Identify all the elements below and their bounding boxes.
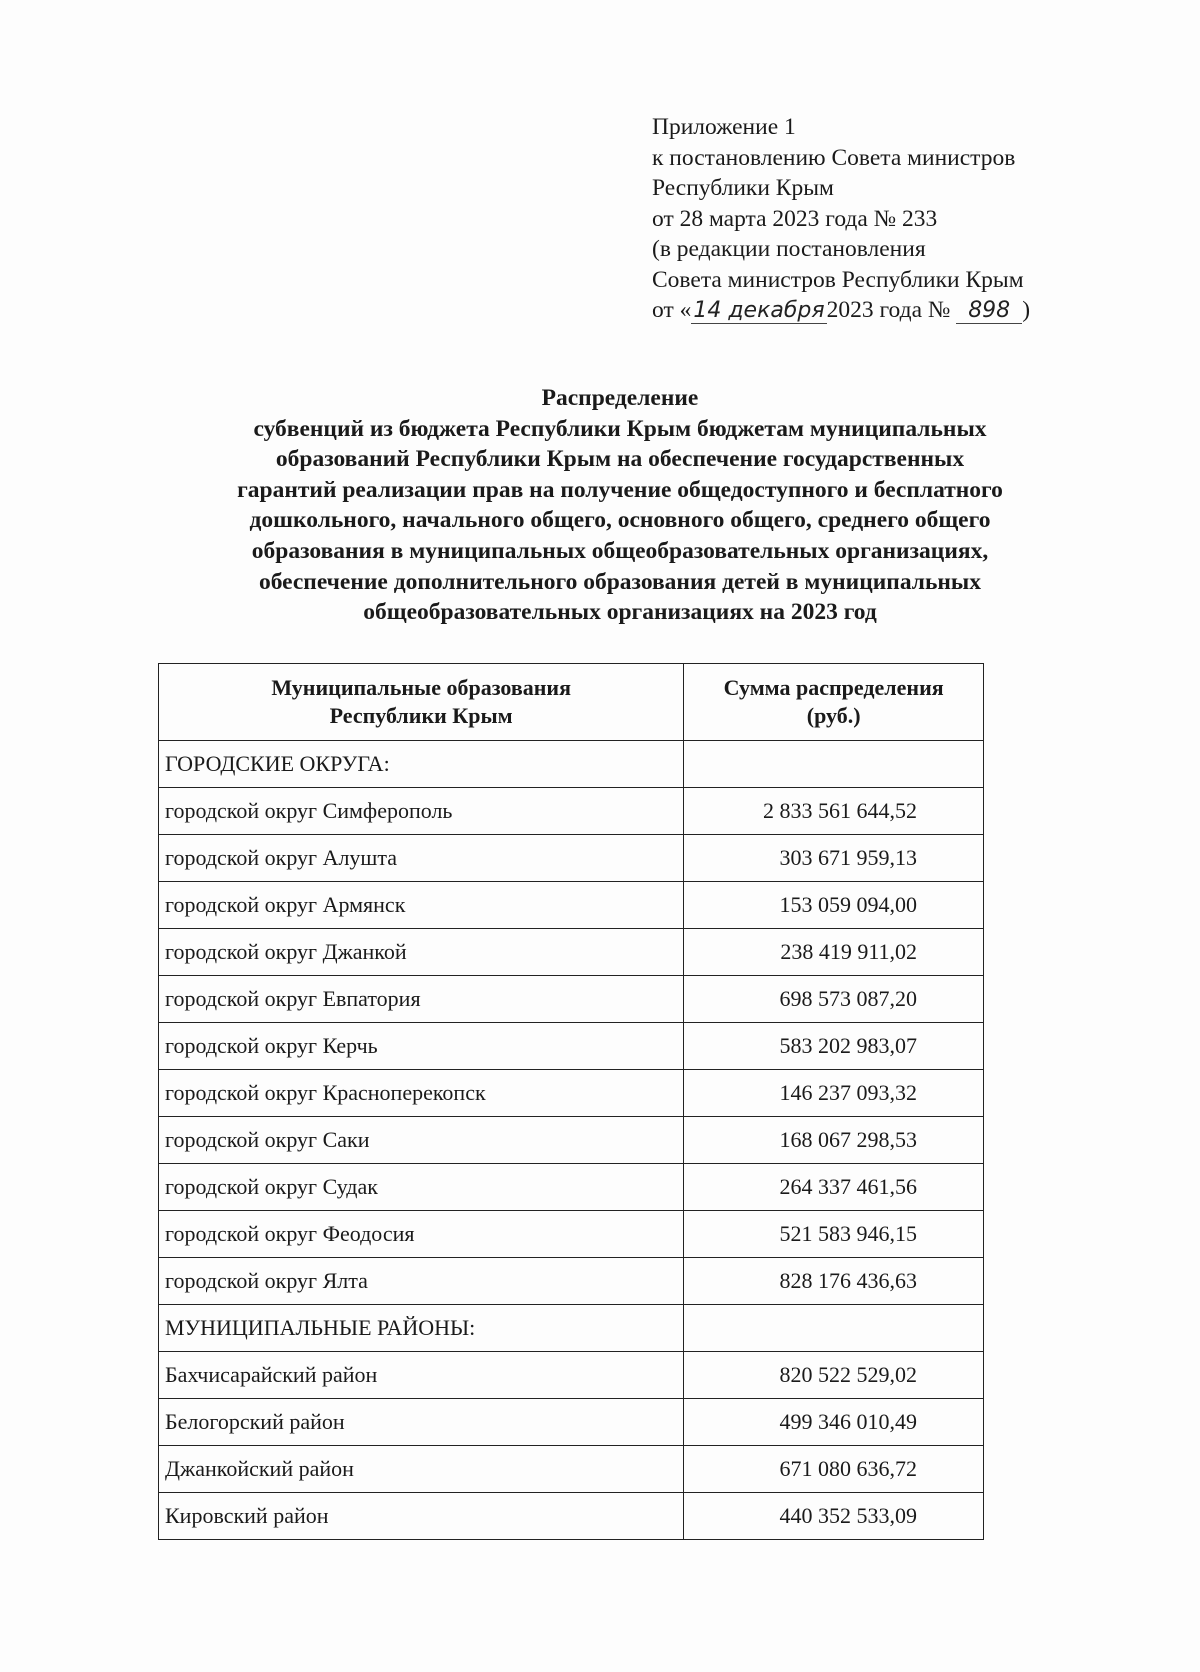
row-name: МУНИЦИПАЛЬНЫЕ РАЙОНЫ: [159,1305,684,1352]
row-name: городской округ Ялта [159,1258,684,1305]
title-line-3: гарантий реализации прав на получение общедоступного и бесплатного [237,476,1003,503]
row-sum: 146 237 093,32 [684,1070,984,1117]
appendix-line-5: (в редакции постановления [652,236,926,262]
row-sum: 828 176 436,63 [684,1258,984,1305]
row-name: городской округ Евпатория [159,976,684,1023]
row-sum [684,1305,984,1352]
header-sum-line-2: (руб.) [806,703,861,728]
row-name: Белогорский район [159,1399,684,1446]
row-name: ГОРОДСКИЕ ОКРУГА: [159,741,684,788]
row-sum: 499 346 010,49 [684,1399,984,1446]
appendix-block [652,112,1092,326]
table-row [159,976,984,1023]
appendix-line-7-suffix: ) [1022,297,1031,323]
row-name: городской округ Судак [159,1164,684,1211]
row-sum: 521 583 946,15 [684,1211,984,1258]
table-row [159,1258,984,1305]
table-row-section [159,741,984,788]
row-name: городской округ Саки [159,1117,684,1164]
table-row [159,1493,984,1540]
row-name: городской округ Джанкой [159,929,684,976]
table-row [159,1070,984,1117]
appendix-line-2: к постановлению Совета министров [652,144,1016,171]
row-sum [684,741,984,788]
row-sum: 238 419 911,02 [684,929,984,976]
appendix-line-6: Совета министров Республики Крым [652,266,1024,293]
row-name: Кировский район [159,1493,684,1540]
appendix-line-7-prefix: от « [652,297,692,323]
handwritten-date: 14 декабря [693,298,825,323]
row-sum: 698 573 087,20 [684,976,984,1023]
table-row [159,1446,984,1493]
appendix-line-3: Республики Крым [652,175,834,201]
table-row [159,788,984,835]
row-name: Бахчисарайский район [159,1352,684,1399]
appendix-line-7-middle: 2023 года № [826,297,951,323]
row-name: городской округ Симферополь [159,788,684,835]
appendix-line-7 [652,295,1092,326]
appendix-line-4: от 28 марта 2023 года № 233 [652,205,938,232]
appendix-line-1: Приложение 1 [652,114,796,140]
table-row [159,1117,984,1164]
row-sum: 264 337 461,56 [684,1164,984,1211]
row-sum: 440 352 533,09 [684,1493,984,1540]
title-line-5: образования в муниципальных общеобразовательных организациях, [251,537,989,564]
table-row-section [159,1305,984,1352]
row-sum: 303 671 959,13 [684,835,984,882]
header-municipality-line-2: Республики Крым [329,703,513,728]
table-row [159,1023,984,1070]
row-name: городской округ Керчь [159,1023,684,1070]
table-header-row [159,664,984,741]
header-municipality-line-1: Муниципальные образования [271,675,571,700]
row-sum: 671 080 636,72 [684,1446,984,1493]
distribution-table [158,663,984,1540]
table-row [159,929,984,976]
table-row [159,1164,984,1211]
title-line-7: общеобразовательных организациях на 2023 год [363,599,877,626]
title-line-2: образований Республики Крым на обеспечение государственных [275,446,965,473]
table-row [159,1399,984,1446]
title-line-6: обеспечение дополнительного образования детей в муниципальных [258,568,982,595]
header-sum [684,664,984,741]
row-sum: 583 202 983,07 [684,1023,984,1070]
header-municipality [159,664,684,741]
row-name: городской округ Алушта [159,835,684,882]
row-name: городской округ Феодосия [159,1211,684,1258]
document-title [160,383,1080,628]
row-name: Джанкойский район [159,1446,684,1493]
title-line-1: субвенций из бюджета Республики Крым бюджетам муниципальных [253,415,987,442]
table-row [159,1211,984,1258]
table-row [159,835,984,882]
table-row [159,1352,984,1399]
header-sum-line-1: Сумма распределения [723,675,944,700]
row-name: городской округ Красноперекопск [159,1070,684,1117]
table-row [159,882,984,929]
row-sum: 820 522 529,02 [684,1352,984,1399]
row-sum: 168 067 298,53 [684,1117,984,1164]
title-heading: Распределение [541,385,699,411]
handwritten-number: 898 [956,299,1022,324]
row-sum: 153 059 094,00 [684,882,984,929]
row-name: городской округ Армянск [159,882,684,929]
title-line-4: дошкольного, начального общего, основного общего, среднего общего [249,507,991,534]
row-sum: 2 833 561 644,52 [684,788,984,835]
